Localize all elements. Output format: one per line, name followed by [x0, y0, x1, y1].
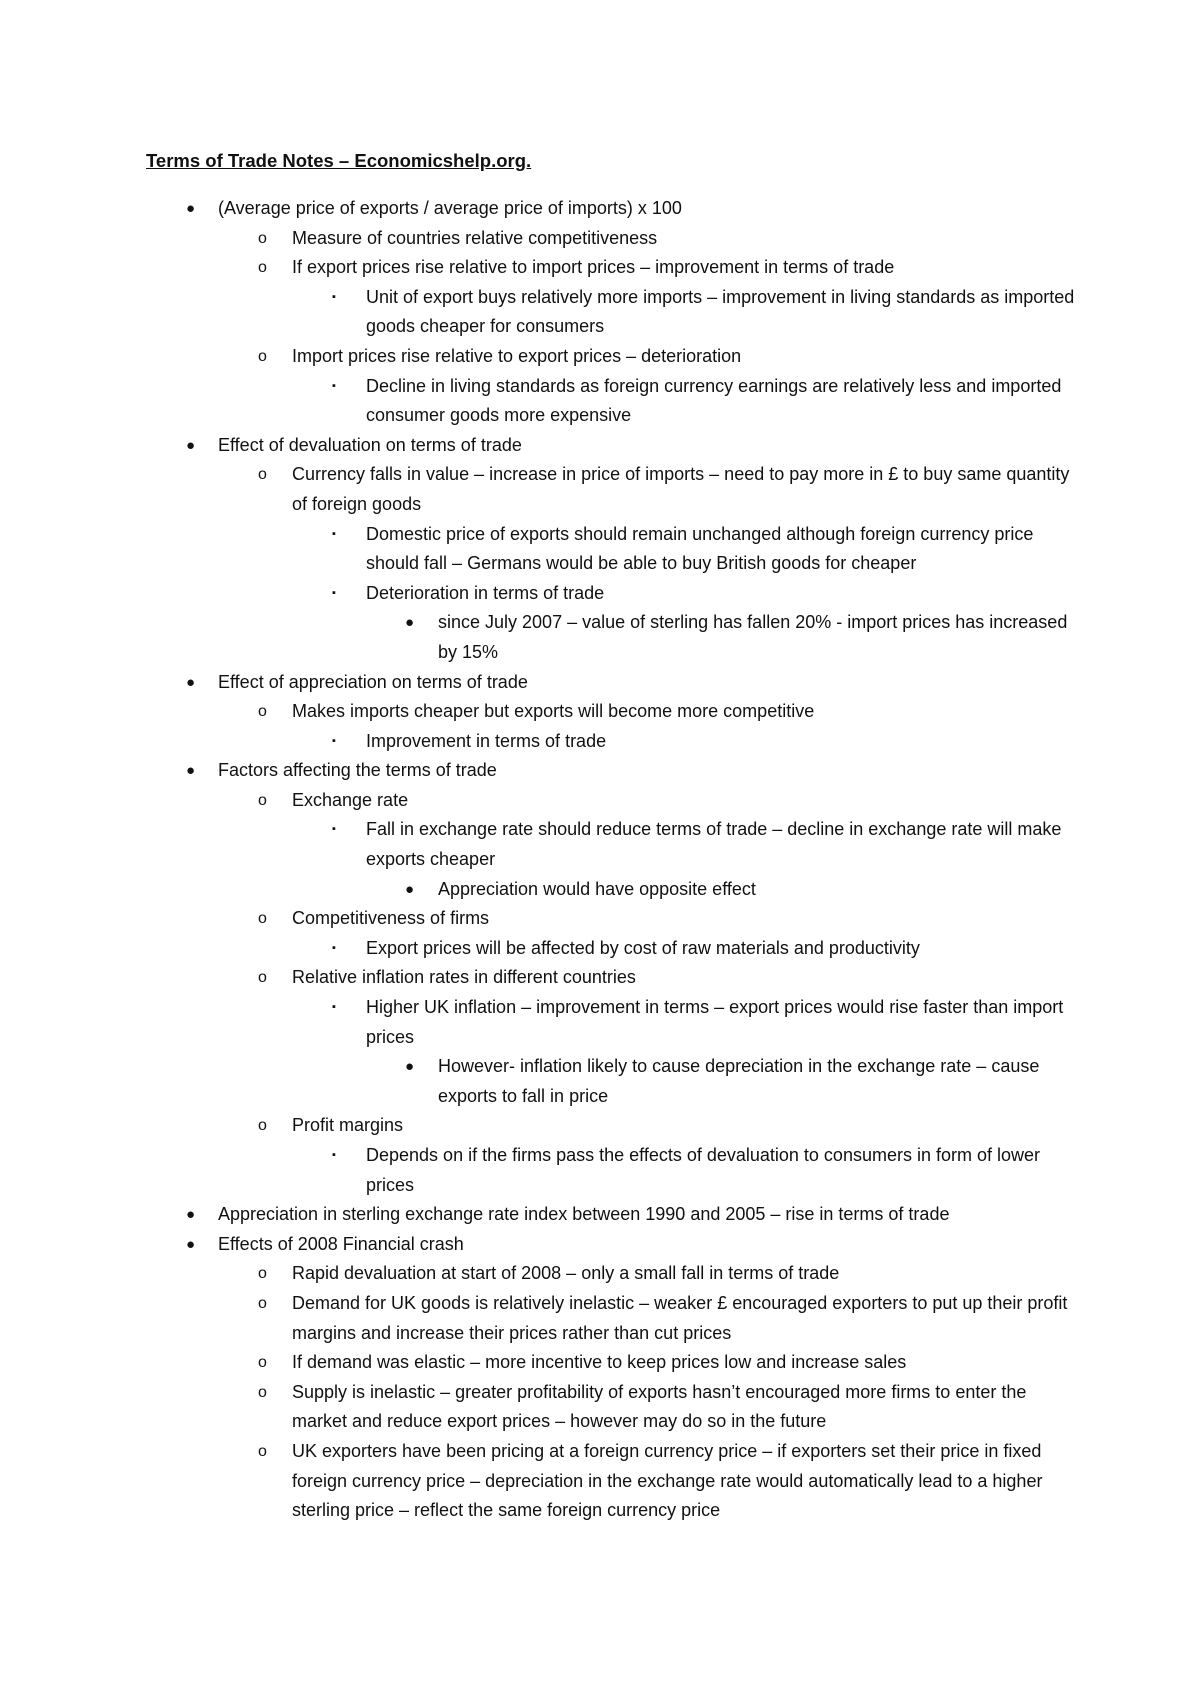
bullet-marker-icon: ▪ — [332, 941, 336, 954]
list-item-text: Domestic price of exports should remain unchanged although foreign currency price should fall – Germans would be able to buy British goods for cheaper — [366, 523, 1034, 574]
list-item-text: Appreciation would have opposite effect — [438, 878, 756, 899]
list-item-level-1 — [0, 431, 1200, 461]
bullet-marker-icon: o — [258, 1354, 267, 1372]
bullet-marker-icon: o — [258, 229, 267, 247]
bullet-marker-icon: o — [258, 703, 267, 721]
bullet-marker-icon: o — [258, 466, 267, 484]
list-item-level-3 — [0, 815, 1200, 874]
list-item-text: Fall in exchange rate should reduce terms of trade – decline in exchange rate will make exports cheaper — [366, 819, 1062, 870]
list-item-level-2 — [0, 1378, 1200, 1437]
list-item-level-3 — [0, 520, 1200, 579]
bullet-list — [0, 194, 1200, 1526]
list-item-level-2 — [0, 1437, 1200, 1526]
list-item-level-2 — [0, 460, 1200, 519]
bullet-marker-icon: ▪ — [332, 1149, 336, 1161]
list-item-text: Depends on if the firms pass the effects of devaluation to consumers in form of lower prices — [366, 1145, 1041, 1195]
list-item-level-2 — [0, 963, 1200, 993]
list-item-text: Effect of devaluation on terms of trade — [218, 434, 522, 455]
list-item-level-2 — [0, 1348, 1200, 1378]
list-item-text: UK exporters have been pricing at a foreign currency price – if exporters set their price in fixed foreign currency price – depreciation in the exchange rate would automatically lead to a higher sterling price – reflect the same foreign currency price — [292, 1440, 1043, 1521]
bullet-marker-icon: o — [258, 791, 267, 809]
list-item-text: Makes imports cheaper but exports will become more competitive — [292, 701, 815, 722]
bullet-marker-icon: ▪ — [332, 527, 336, 540]
bullet-marker-icon: ● — [186, 762, 196, 780]
list-item-text: If demand was elastic – more incentive to keep prices low and increase sales — [292, 1352, 907, 1373]
list-item-level-4 — [0, 1052, 1200, 1111]
list-item-text: Import prices rise relative to export prices – deterioration — [292, 345, 742, 366]
bullet-marker-icon: o — [258, 259, 267, 277]
bullet-marker-icon: ▪ — [332, 290, 336, 303]
list-item-level-3 — [0, 283, 1200, 342]
list-item-text: Relative inflation rates in different countries — [292, 967, 636, 988]
bullet-marker-icon: ● — [186, 436, 196, 454]
bullet-marker-icon: o — [258, 910, 267, 928]
list-item-level-2 — [0, 697, 1200, 727]
list-item-level-3 — [0, 579, 1200, 609]
bullet-marker-icon: ● — [186, 1235, 196, 1253]
list-item-level-3 — [0, 993, 1200, 1052]
list-item-text: Decline in living standards as foreign currency earnings are relatively less and imported consumer goods more expensive — [366, 375, 1062, 426]
list-item-text: Effect of appreciation on terms of trade — [218, 671, 528, 692]
bullet-marker-icon: o — [258, 1383, 267, 1401]
list-item-level-2 — [0, 224, 1200, 254]
list-item-level-4 — [0, 608, 1200, 667]
list-item-level-2 — [0, 786, 1200, 816]
list-item-text: Exchange rate — [292, 789, 409, 810]
list-item-text: Measure of countries relative competitiveness — [292, 227, 658, 248]
bullet-marker-icon: ▪ — [332, 379, 336, 392]
bullet-marker-icon: ● — [405, 880, 415, 898]
list-item-text: If export prices rise relative to import prices – improvement in terms of trade — [292, 257, 895, 278]
list-item-level-2 — [0, 342, 1200, 372]
list-item-level-3 — [0, 1141, 1200, 1200]
bullet-marker-icon: ● — [186, 200, 196, 217]
list-item-level-2 — [0, 253, 1200, 283]
bullet-marker-icon: ▪ — [332, 734, 336, 747]
bullet-marker-icon: ▪ — [332, 586, 336, 599]
list-item-text: Currency falls in value – increase in price of imports – need to pay more in £ to buy same quantity of foreign goods — [292, 464, 1070, 514]
bullet-marker-icon: o — [258, 1265, 267, 1283]
bullet-marker-icon: ▪ — [332, 823, 336, 836]
bullet-marker-icon: o — [258, 347, 267, 365]
list-item-text: Competitiveness of firms — [292, 908, 490, 929]
list-item-level-1 — [0, 1230, 1200, 1260]
list-item-level-3 — [0, 934, 1200, 964]
list-item-text: Higher UK inflation – improvement in terms – export prices would rise faster than import prices — [366, 997, 1064, 1047]
bullet-marker-icon: ● — [405, 614, 415, 632]
bullet-marker-icon: ● — [186, 673, 196, 691]
list-item-level-1 — [0, 756, 1200, 786]
list-item-level-2 — [0, 1111, 1200, 1141]
list-item-level-4 — [0, 875, 1200, 905]
list-item-text: Deterioration in terms of trade — [366, 582, 605, 603]
list-item-text: Factors affecting the terms of trade — [218, 760, 497, 781]
list-item-level-1 — [0, 194, 1200, 224]
list-item-text: Unit of export buys relatively more imports – improvement in living standards as imported goods cheaper for consumers — [366, 286, 1075, 337]
bullet-marker-icon: o — [258, 1442, 267, 1460]
list-item-text: Demand for UK goods is relatively inelastic – weaker £ encouraged exporters to put up their profit margins and increase their prices rather than cut prices — [292, 1292, 1068, 1343]
bullet-marker-icon: o — [258, 1117, 267, 1135]
list-item-text: Improvement in terms of trade — [366, 730, 607, 751]
list-item-text: Effects of 2008 Financial crash — [218, 1233, 464, 1254]
list-item-text: However- inflation likely to cause depreciation in the exchange rate – cause exports to fall in price — [438, 1056, 1040, 1106]
bullet-marker-icon: ● — [186, 1206, 196, 1224]
list-item-level-3 — [0, 727, 1200, 757]
document-title: Terms of Trade Notes – Economicshelp.org. — [146, 150, 532, 171]
list-item-text: Appreciation in sterling exchange rate index between 1990 and 2005 – rise in terms of trade — [218, 1204, 950, 1225]
list-item-text: Profit margins — [292, 1115, 404, 1136]
bullet-marker-icon: ● — [405, 1058, 415, 1076]
list-item-level-2 — [0, 904, 1200, 934]
list-item-level-2 — [0, 1289, 1200, 1348]
list-item-text: since July 2007 – value of sterling has fallen 20% - import prices has increased by 15% — [438, 612, 1068, 662]
list-item-text: Export prices will be affected by cost of raw materials and productivity — [366, 937, 920, 958]
bullet-marker-icon: o — [258, 1294, 267, 1312]
list-item-text: (Average price of exports / average price of imports) x 100 — [218, 198, 682, 218]
list-item-level-1 — [0, 1200, 1200, 1230]
list-item-level-3 — [0, 372, 1200, 431]
list-item-level-1 — [0, 668, 1200, 698]
bullet-marker-icon: o — [258, 969, 267, 987]
bullet-marker-icon: ▪ — [332, 1001, 336, 1014]
list-item-text: Rapid devaluation at start of 2008 – only a small fall in terms of trade — [292, 1263, 840, 1284]
list-item-text: Supply is inelastic – greater profitability of exports hasn’t encouraged more firms to enter the market and reduce export prices – however may do so in the future — [292, 1381, 1027, 1432]
list-item-level-2 — [0, 1259, 1200, 1289]
